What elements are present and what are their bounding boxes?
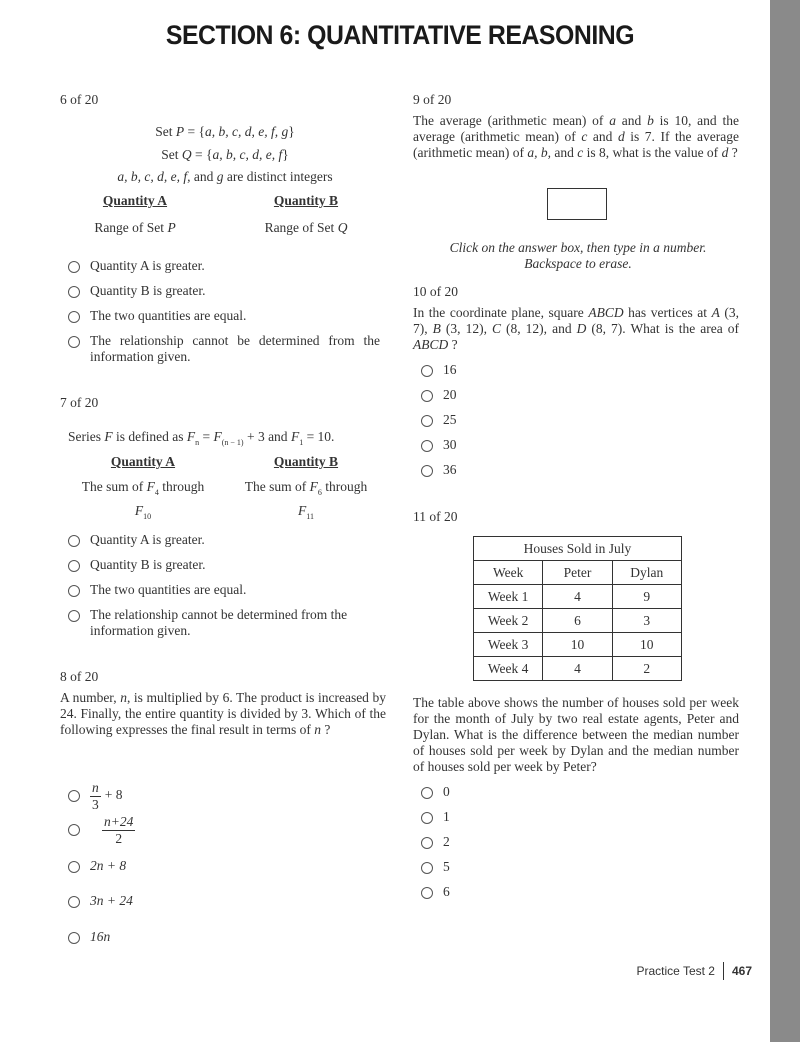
q10-option-e[interactable]: 36: [421, 462, 457, 478]
answer-instructions: Click on the answer box, then type in a number. Backspace to erase.: [449, 240, 707, 271]
q10-option-a[interactable]: 16: [421, 362, 457, 378]
question-number-6: 6 of 20: [60, 92, 99, 107]
question-number-9: 9 of 20: [413, 92, 452, 107]
fraction: $\frac{n+24}{2}$: [104, 814, 134, 846]
page-edge-bar: [770, 0, 800, 1042]
table-title: Houses Sold in July: [474, 537, 682, 561]
page-footer: [636, 962, 752, 980]
quantity-b-heading: Quantity B: [273, 454, 339, 469]
footer-label: Practice Test 2: [636, 964, 715, 978]
q11-option-a[interactable]: 0: [421, 784, 450, 800]
q7-option-d[interactable]: The relationship cannot be determined from the information given.: [68, 607, 380, 639]
q10-option-b[interactable]: 20: [421, 387, 457, 403]
table-row: Week 3 10 10: [474, 633, 682, 657]
quantity-a-heading: Quantity A: [102, 193, 168, 208]
q11-option-d[interactable]: 5: [421, 859, 450, 875]
quantity-b-heading: Quantity B: [273, 193, 339, 208]
radio-button[interactable]: [421, 837, 433, 849]
q8-option-c[interactable]: 2n + 8: [68, 858, 126, 874]
table-row: Week 1 4 9: [474, 585, 682, 609]
radio-button[interactable]: [421, 365, 433, 377]
q6-option-c[interactable]: The two quantities are equal.: [68, 308, 246, 324]
radio-button[interactable]: [68, 535, 80, 547]
radio-button[interactable]: [68, 336, 80, 348]
radio-button[interactable]: [421, 440, 433, 452]
section-title: SECTION 6: QUANTITATIVE REASONING: [165, 20, 635, 50]
radio-button[interactable]: [68, 261, 80, 273]
quantity-b-value: The sum of $F_6$ through $F_{11}$: [244, 479, 368, 521]
radio-button[interactable]: [68, 932, 80, 944]
q8-stem: A number, n, is multiplied by 6. The product is increased by 24. Finally, the entire quantity is divided by 3. Which of the following expresses the final result in terms of n ?: [60, 690, 386, 737]
table-header: Peter: [543, 561, 612, 585]
question-number-11: 11 of 20: [413, 509, 458, 524]
radio-button[interactable]: [421, 862, 433, 874]
question-number-8: 8 of 20: [60, 669, 99, 684]
series-definition: Series F is defined as $F_n = F_{(n - 1)} + 3$ and $F_1 = 10$.: [68, 429, 335, 447]
q11-option-c[interactable]: 2: [421, 834, 450, 850]
q11-option-b[interactable]: 1: [421, 809, 450, 825]
radio-button[interactable]: [68, 286, 80, 298]
q7-option-c[interactable]: The two quantities are equal.: [68, 582, 246, 598]
radio-button[interactable]: [68, 610, 80, 622]
radio-button[interactable]: [421, 812, 433, 824]
q11-stem: The table above shows the number of houses sold per week for the month of July by two real estate agents, Peter and Dylan. What is the difference between the median number of houses sold per week by Dylan and the median number of houses sold per week by Peter?: [413, 695, 739, 774]
houses-sold-table: [473, 536, 682, 681]
q11-option-e[interactable]: 6: [421, 884, 450, 900]
radio-button[interactable]: [421, 465, 433, 477]
set-p-definition: Set P = {a, b, c, d, e, f, g}: [155, 124, 295, 139]
q7-option-a[interactable]: Quantity A is greater.: [68, 532, 205, 548]
table-row: Week 4 4 2: [474, 657, 682, 681]
radio-button[interactable]: [68, 824, 80, 836]
q6-option-b[interactable]: Quantity B is greater.: [68, 283, 205, 299]
radio-button[interactable]: [68, 560, 80, 572]
table-header: Dylan: [612, 561, 681, 585]
radio-button[interactable]: [421, 415, 433, 427]
q8-option-d[interactable]: 3n + 24: [68, 893, 133, 909]
q8-option-e[interactable]: 16n: [68, 929, 110, 945]
radio-button[interactable]: [68, 861, 80, 873]
radio-button[interactable]: [68, 896, 80, 908]
radio-button[interactable]: [421, 887, 433, 899]
footer-divider: [723, 962, 724, 980]
quantity-a-value: The sum of $F_4$ through $F_{10}$: [81, 479, 205, 521]
q6-option-d[interactable]: The relationship cannot be determined from the information given.: [68, 333, 380, 365]
question-number-10: 10 of 20: [413, 284, 458, 299]
q10-option-d[interactable]: 30: [421, 437, 457, 453]
q6-option-a[interactable]: Quantity A is greater.: [68, 258, 205, 274]
q7-option-b[interactable]: Quantity B is greater.: [68, 557, 205, 573]
quantity-b-value: Range of Set Q: [264, 220, 348, 235]
set-q-definition: Set Q = {a, b, c, d, e, f}: [161, 147, 289, 162]
quantity-a-value: Range of Set P: [94, 220, 176, 235]
radio-button[interactable]: [421, 787, 433, 799]
q10-option-c[interactable]: 25: [421, 412, 457, 428]
radio-button[interactable]: [421, 390, 433, 402]
question-number-7: 7 of 20: [60, 395, 99, 410]
radio-button[interactable]: [68, 790, 80, 802]
q9-stem: The average (arithmetic mean) of a and b is 10, and the average (arithmetic mean) of c and d is 7. If the average (arithmetic mean) of a, b, and c is 8, what is the value of d ?: [413, 113, 739, 160]
q8-option-a[interactable]: $\frac{n}{3}$ + 8: [68, 780, 123, 813]
quantity-a-heading: Quantity A: [110, 454, 176, 469]
radio-button[interactable]: [68, 585, 80, 597]
fraction: $\frac{n}{3}$: [92, 780, 99, 812]
q10-stem: In the coordinate plane, square ABCD has vertices at A (3, 7), B (3, 12), C (8, 12), and D (8, 7). What is the area of ABCD ?: [413, 305, 740, 352]
table-row: Week 2 6 3: [474, 609, 682, 633]
radio-button[interactable]: [68, 311, 80, 323]
q8-option-b[interactable]: [68, 814, 135, 847]
page-number: 467: [731, 964, 752, 978]
answer-input-box[interactable]: [547, 188, 607, 220]
table-header: Week: [474, 561, 543, 585]
distinct-condition: a, b, c, d, e, f, and g are distinct integers: [117, 169, 333, 184]
